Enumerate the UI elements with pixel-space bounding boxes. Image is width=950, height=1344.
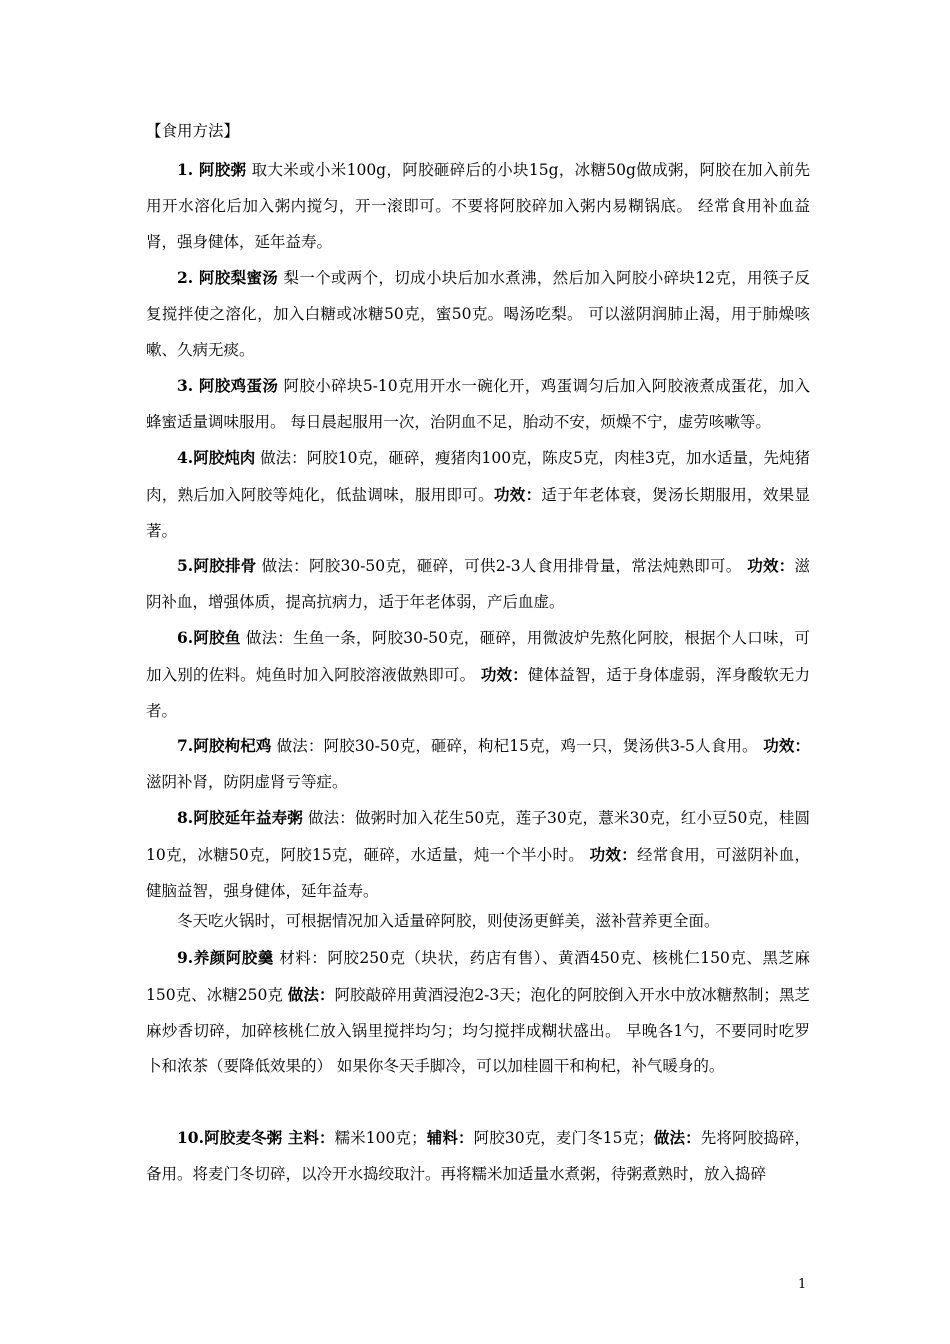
recipe-method: 做法：生鱼一条，阿胶30-50克，砸碎，用微波炉先熬化阿胶，根据个人口味，可加入别的佐料。炖鱼时加入阿胶溶液做熟即可。 [146, 629, 810, 684]
recipe-title: 10.阿胶麦冬粥 [177, 1128, 283, 1147]
recipe-10 [146, 1120, 810, 1193]
recipe-1 [146, 152, 810, 260]
effect-label: 功效： [475, 664, 528, 684]
recipe-title: 4.阿胶炖肉 [177, 448, 256, 467]
recipe-4 [146, 440, 810, 549]
hotpot-note: 冬天吃火锅时，可根据情况加入适量碎阿胶，则使汤更鲜美，滋补营养更全面。 [177, 912, 720, 930]
recipe-method: 阿胶敲碎用黄酒浸泡2-3天；泡化的阿胶倒入开水中放冰糖熬制；黑芝麻炒香切碎，加碎核桃仁放入锅里搅拌均匀；均匀搅拌成糊状盛出。 早晚各1勺，不要同时吃罗卜和浓茶（要降低效果的） 如果你冬天手脚冷，可以加桂圆干和枸杞，补气暖身的。 [146, 985, 810, 1076]
recipe-title: 5.阿胶排骨 [177, 556, 257, 575]
effect-label: 功效： [757, 736, 810, 755]
effect-label: 功效： [493, 484, 542, 504]
recipe-effect: 滋阴补血，增强体质，提高抗病力，适于年老体弱，产后血虚。 [146, 557, 810, 611]
aux-ingredient: 阿胶30克，麦门冬15克； [473, 1129, 654, 1147]
recipe-body: 梨一个或两个，切成小块后加水煮沸，然后加入阿胶小碎块12克，用筷子反复搅拌使之溶化，加入白糖或冰糖50克，蜜50克。喝汤吃梨。 可以滋阴润肺止渴，用于肺燥咳嗽、久病无痰。 [146, 269, 811, 359]
recipe-materials: 材料：阿胶250克（块状，药店有售）、黄酒450克、核桃仁150克、黑芝麻150克、冰糖250克 [146, 949, 810, 1004]
page-number: 1 [798, 1277, 807, 1292]
recipe-method: 做法：阿胶10克，砸碎，瘦猪肉100克，陈皮5克，肉桂3克，加水适量，先炖猪肉，熟后加入阿胶等炖化，低盐调味，服用即可。 [146, 449, 810, 504]
method-label: 做法： [287, 984, 335, 1004]
aux-ingredient-label: 辅料： [426, 1128, 474, 1147]
recipe-8 [146, 800, 810, 909]
recipe-7 [146, 728, 810, 801]
main-ingredient-label: 主料： [282, 1128, 335, 1147]
recipe-2 [146, 260, 810, 368]
recipe-body: 阿胶小碎块5-10克用开水一碗化开，鸡蛋调匀后加入阿胶液煮成蛋花，加入蜂蜜适量调味服用。 每日晨起服用一次，治阴血不足，胎动不安，烦燥不宁，虚劳咳嗽等。 [146, 377, 810, 431]
main-ingredient: 糯米100克； [334, 1129, 427, 1147]
recipe-3 [146, 368, 810, 441]
recipe-title: 1. 阿胶粥 [177, 160, 247, 179]
effect-label: 功效： [741, 556, 795, 575]
recipe-method: 做法：阿胶30-50克，砸碎，可供2-3人食用排骨量，常法炖熟即可。 [256, 557, 742, 575]
recipe-method: 先将阿胶捣碎，备用。将麦门冬切碎，以冷开水捣绞取汁。再将糯米加适量水煮粥，待粥煮熟时，放入捣碎 [146, 1129, 810, 1183]
method-label: 做法： [653, 1128, 701, 1147]
section-heading: 【食用方法】 [146, 122, 240, 140]
recipe-title: 3. 阿胶鸡蛋汤 [177, 376, 279, 395]
recipe-effect: 健体益智，适于身体虚弱，浑身酸软无力者。 [146, 665, 810, 720]
recipe-method: 做法：做粥时加入花生50克，莲子30克，薏米30克，红小豆50克，桂圆10克，冰糖50克，阿胶15克，砸碎，水适量，炖一个半小时。 [146, 809, 811, 864]
recipe-effect: 滋阴补肾，防阴虚肾亏等症。 [146, 772, 348, 791]
recipe-title: 6.阿胶鱼 [177, 628, 241, 647]
effect-label: 功效： [584, 844, 637, 864]
recipe-effect: 适于年老体衰，煲汤长期服用，效果显著。 [146, 485, 810, 540]
recipe-body: 取大米或小米100g，阿胶砸碎后的小块15g，冰糖50g做成粥，阿胶在加入前先用开水溶化后加入粥内搅匀，开一滚即可。不要将阿胶碎加入粥内易糊锅底。 经常食用补血益肾，强身健体，延年益寿。 [146, 161, 811, 251]
recipe-title: 9.养颜阿胶羹 [177, 948, 274, 967]
recipe-6 [146, 620, 810, 729]
recipe-title: 2. 阿胶梨蜜汤 [177, 268, 279, 287]
recipe-title: 8.阿胶延年益寿粥 [177, 808, 303, 827]
recipe-title: 7.阿胶枸杞鸡 [177, 736, 272, 755]
recipe-9 [146, 940, 810, 1085]
recipe-effect: 经常食用，可滋阴补血，健脑益智，强身健体，延年益寿。 [146, 845, 810, 900]
recipe-5 [146, 548, 810, 621]
recipe-method: 做法：阿胶30-50克，砸碎，枸杞15克，鸡一只，煲汤供3-5人食用。 [271, 737, 758, 755]
